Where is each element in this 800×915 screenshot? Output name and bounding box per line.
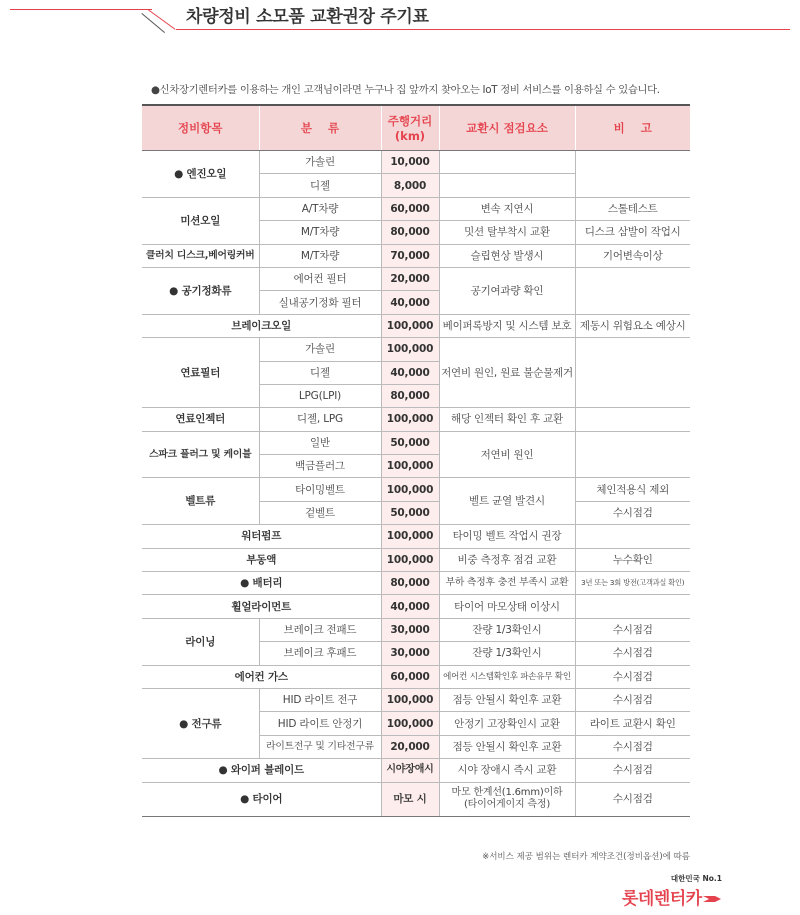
header-category: 분 류 [259, 105, 381, 151]
item-cell: ● 배터리 [142, 572, 381, 595]
logo-brand: 롯데렌터카 [622, 889, 702, 909]
check-cell: 안정기 고장확인시 교환 [439, 712, 575, 735]
table-row [142, 618, 690, 641]
check-cell: 잔량 1/3확인시 [439, 642, 575, 665]
distance-cell: 100,000 [381, 338, 439, 361]
note-cell: 라이트 교환시 확인 [575, 712, 690, 735]
item-cell: 부동액 [142, 548, 381, 571]
note-cell [575, 595, 690, 618]
category-cell: LPG(LPI) [259, 384, 381, 407]
check-cell: 타이어 마모상태 이상시 [439, 595, 575, 618]
distance-cell: 100,000 [381, 712, 439, 735]
check-cell: 잔량 1/3확인시 [439, 618, 575, 641]
item-cell: ● 엔진오일 [142, 151, 259, 198]
category-cell: 디젤 [259, 361, 381, 384]
table-row [142, 151, 690, 174]
table-row [142, 338, 690, 361]
header-note: 비 고 [575, 105, 690, 151]
check-cell: 비중 측정후 점검 교환 [439, 548, 575, 571]
category-cell: 디젤, LPG [259, 408, 381, 431]
note-cell: 수시점검 [575, 665, 690, 688]
note-cell: 수시점검 [575, 782, 690, 816]
note-cell [575, 267, 690, 314]
logo-tagline: 대한민국 No.1 [670, 874, 722, 883]
check-cell: 슬립현상 발생시 [439, 244, 575, 267]
category-cell: 일반 [259, 431, 381, 454]
distance-cell: 30,000 [381, 642, 439, 665]
item-cell: 워터펌프 [142, 525, 381, 548]
item-cell: ● 전구류 [142, 688, 259, 758]
check-cell: 점등 안될시 확인후 교환 [439, 688, 575, 711]
distance-cell: 50,000 [381, 431, 439, 454]
note-cell: 스톨테스트 [575, 197, 690, 220]
table-header-row [142, 105, 690, 151]
table-row [142, 197, 690, 220]
check-cell: 부하 측정후 충전 부족시 교환 [439, 572, 575, 595]
check-cell: 벨트 균열 발견시 [439, 478, 575, 525]
item-cell: 연료필터 [142, 338, 259, 408]
note-cell [575, 431, 690, 478]
check-cell: 마모 한계선(1.6mm)이하 (타이어게이지 측정) [439, 782, 575, 816]
header-rule-right [176, 29, 790, 30]
note-cell [575, 151, 690, 198]
category-cell: 브레이크 전패드 [259, 618, 381, 641]
arrow-icon [703, 894, 721, 904]
item-cell: 벨트류 [142, 478, 259, 525]
maintenance-table [142, 104, 690, 817]
table-row [142, 782, 690, 816]
distance-cell: 10,000 [381, 151, 439, 174]
distance-cell: 80,000 [381, 572, 439, 595]
category-cell: 실내공기정화 필터 [259, 291, 381, 314]
distance-cell: 20,000 [381, 267, 439, 290]
distance-cell: 40,000 [381, 595, 439, 618]
page-title: 차량정비 소모품 교환권장 주기표 [186, 7, 429, 27]
check-cell [439, 174, 575, 197]
category-cell: M/T차량 [259, 244, 381, 267]
category-cell: A/T차량 [259, 197, 381, 220]
item-cell: 브레이크오일 [142, 314, 381, 337]
check-cell: 타이밍 벨트 작업시 권장 [439, 525, 575, 548]
check-cell: 변속 지연시 [439, 197, 575, 220]
table-row [142, 431, 690, 454]
note-cell: 수시점검 [575, 735, 690, 758]
category-cell: 디젤 [259, 174, 381, 197]
distance-cell: 40,000 [381, 361, 439, 384]
distance-cell: 100,000 [381, 548, 439, 571]
item-cell: ● 타이어 [142, 782, 381, 816]
note-cell: 수시점검 [575, 642, 690, 665]
header-rule-left [10, 9, 152, 10]
distance-cell: 100,000 [381, 478, 439, 501]
category-cell: HID 라이트 안정기 [259, 712, 381, 735]
distance-cell: 마모 시 [381, 782, 439, 816]
distance-cell: 100,000 [381, 455, 439, 478]
check-cell: 베이퍼록방지 및 시스템 보호 [439, 314, 575, 337]
item-cell: 연료인젝터 [142, 408, 259, 431]
note-cell: 누수확인 [575, 548, 690, 571]
item-cell: 휠얼라이먼트 [142, 595, 381, 618]
check-cell: 해당 인젝터 확인 후 교환 [439, 408, 575, 431]
category-cell: 가솔린 [259, 338, 381, 361]
category-cell: 타이밍벨트 [259, 478, 381, 501]
distance-cell: 시야장애시 [381, 759, 439, 782]
item-cell: 미션오일 [142, 197, 259, 244]
note-cell [575, 525, 690, 548]
table-row [142, 244, 690, 267]
table-row [142, 688, 690, 711]
item-cell: 에어컨 가스 [142, 665, 381, 688]
note-cell: 기어변속이상 [575, 244, 690, 267]
note-cell: 3년 또는 3회 방전(고객과실 확인) [575, 572, 690, 595]
distance-cell: 100,000 [381, 314, 439, 337]
table-row [142, 267, 690, 290]
item-cell: 스파크 플러그 및 케이블 [142, 431, 259, 478]
table-row [142, 572, 690, 595]
distance-cell: 40,000 [381, 291, 439, 314]
header-check: 교환시 점검요소 [439, 105, 575, 151]
check-cell: 공기여과량 확인 [439, 267, 575, 314]
check-cell: 시야 장애시 즉시 교환 [439, 759, 575, 782]
distance-cell: 60,000 [381, 197, 439, 220]
table-row [142, 525, 690, 548]
distance-cell: 8,000 [381, 174, 439, 197]
category-cell: 가솔린 [259, 151, 381, 174]
note-cell: 수시점검 [575, 501, 690, 524]
distance-cell: 100,000 [381, 688, 439, 711]
table-row [142, 314, 690, 337]
distance-cell: 70,000 [381, 244, 439, 267]
category-cell: 브레이크 후패드 [259, 642, 381, 665]
header-rule-slash-dark [141, 13, 165, 33]
distance-cell: 80,000 [381, 384, 439, 407]
check-cell: 저연비 원인, 원료 불순물제거 [439, 338, 575, 408]
header-rule-slash [147, 9, 175, 30]
item-cell: ● 와이퍼 블레이드 [142, 759, 381, 782]
distance-cell: 100,000 [381, 525, 439, 548]
distance-cell: 80,000 [381, 221, 439, 244]
intro-text: ●신차장기렌터카를 이용하는 개인 고객님이라면 누구나 집 앞까지 찾아오는 IoT 정비 서비스를 이용하실 수 있습니다. [151, 84, 660, 96]
note-cell: 디스크 삼발이 작업시 [575, 221, 690, 244]
distance-cell: 100,000 [381, 408, 439, 431]
logo-wordmark [622, 884, 722, 909]
category-cell: M/T차량 [259, 221, 381, 244]
category-cell: 라이트전구 및 기타전구류 [259, 735, 381, 758]
distance-cell: 20,000 [381, 735, 439, 758]
table-row [142, 478, 690, 501]
header-distance: 주행거리 (km) [381, 105, 439, 151]
category-cell: 겉벨트 [259, 501, 381, 524]
check-cell: 점등 안될시 확인후 교환 [439, 735, 575, 758]
note-cell: 수시점검 [575, 759, 690, 782]
brand-logo [622, 873, 722, 909]
note-cell [575, 338, 690, 408]
note-cell [575, 408, 690, 431]
distance-cell: 60,000 [381, 665, 439, 688]
table-row [142, 665, 690, 688]
distance-cell: 30,000 [381, 618, 439, 641]
item-cell: ● 공기정화류 [142, 267, 259, 314]
table-row [142, 759, 690, 782]
note-cell: 제동시 위험요소 예상시 [575, 314, 690, 337]
item-cell: 클러치 디스크,베어링커버 [142, 244, 259, 267]
check-cell: 저연비 원인 [439, 431, 575, 478]
category-cell: HID 라이트 전구 [259, 688, 381, 711]
table-row [142, 408, 690, 431]
check-cell: 에어컨 시스템확인후 파손유무 확인 [439, 665, 575, 688]
note-cell: 체인적용식 제외 [575, 478, 690, 501]
table-row [142, 548, 690, 571]
note-cell: 수시점검 [575, 688, 690, 711]
check-cell: 밋션 탈부착시 교환 [439, 221, 575, 244]
check-cell [439, 151, 575, 174]
category-cell: 에어컨 필터 [259, 267, 381, 290]
table-row [142, 595, 690, 618]
footnote: ※서비스 제공 범위는 렌터카 계약조건(정비옵션)에 따름 [482, 852, 690, 862]
distance-cell: 50,000 [381, 501, 439, 524]
item-cell: 라이닝 [142, 618, 259, 665]
header-item: 정비항목 [142, 105, 259, 151]
note-cell: 수시점검 [575, 618, 690, 641]
category-cell: 백금플러그 [259, 455, 381, 478]
